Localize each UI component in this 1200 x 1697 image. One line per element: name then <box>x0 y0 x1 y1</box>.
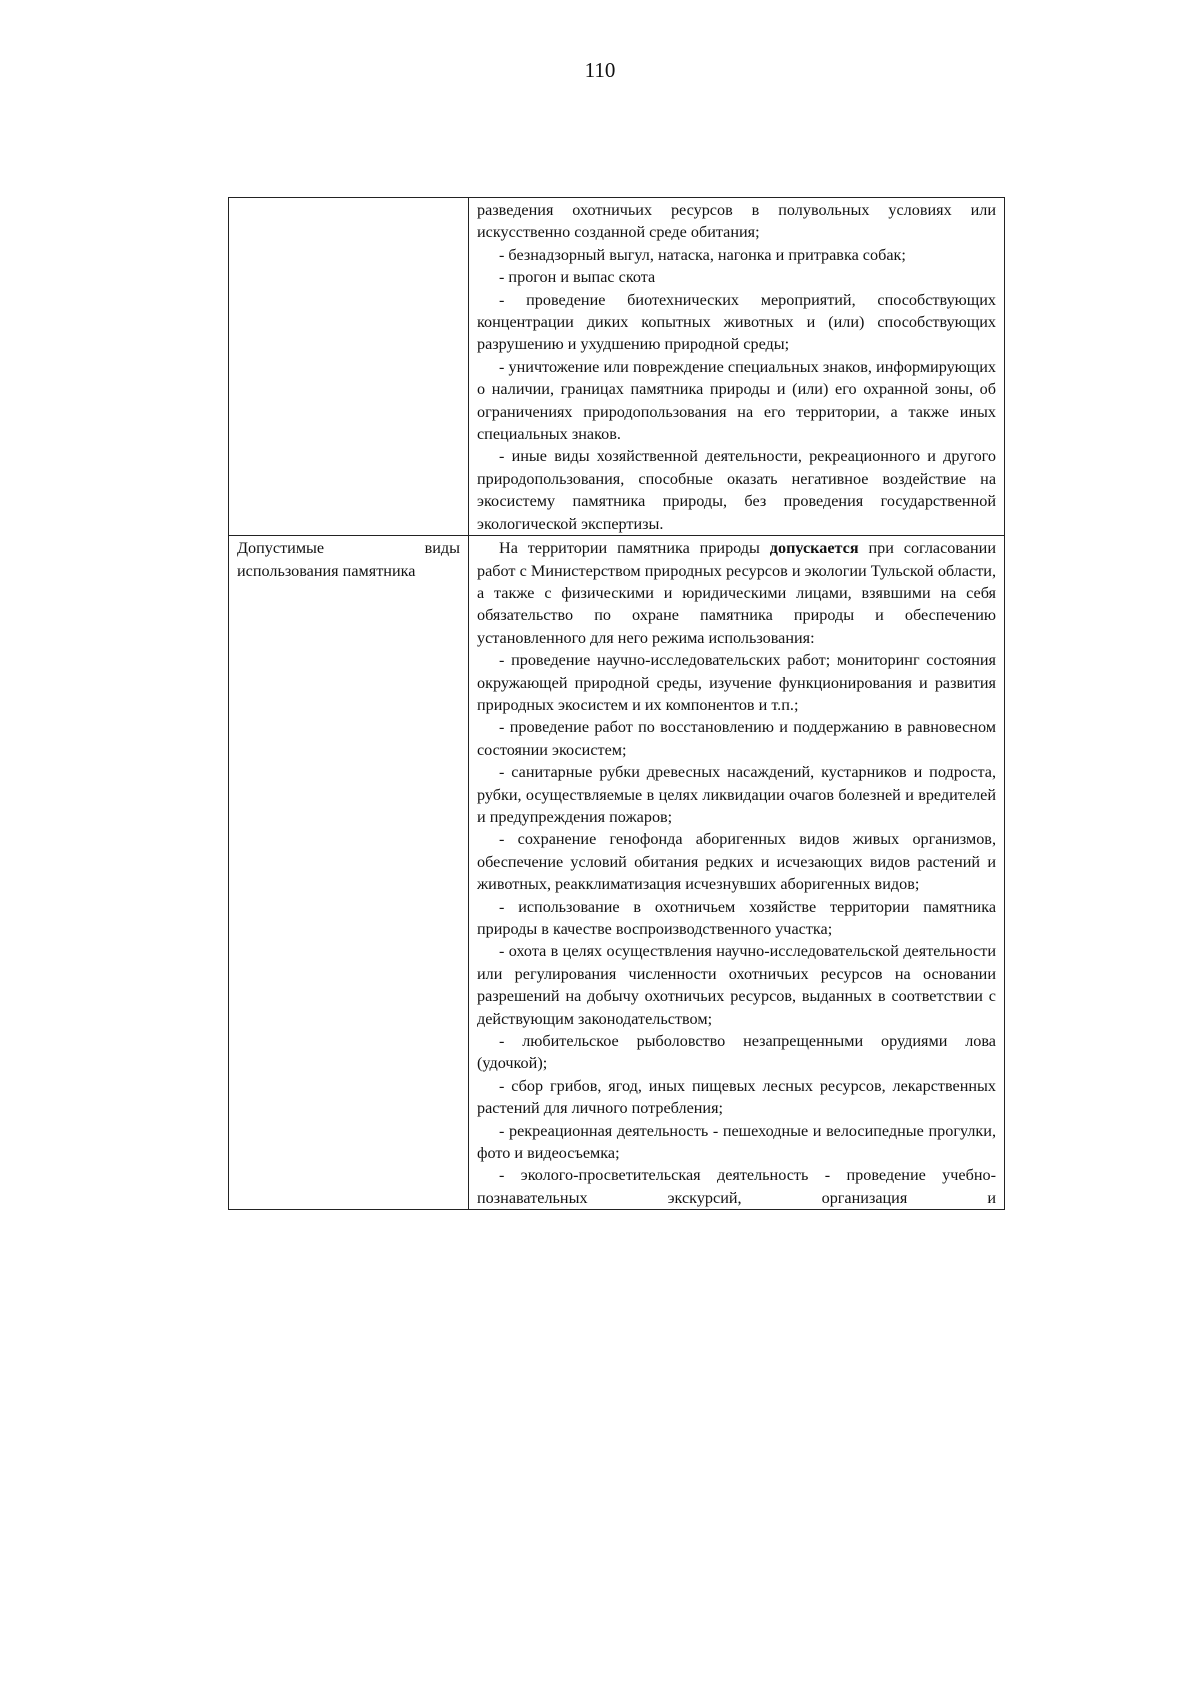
intro-text-start: На территории памятника природы <box>499 539 760 558</box>
row-label-cell <box>229 198 469 536</box>
paragraph: - безнадзорный выгул, натаска, нагонка и притравка собак; <box>499 245 906 264</box>
paragraph: - охота в целях осуществления научно-исследовательской деятельности или регулирования численности охотничьих ресурсов на основании разрешений на добычу охотничьих ресурсов, выданных в соответствии с действующим законодательством; <box>477 942 996 1028</box>
paragraph: - проведение научно-исследовательских работ; мониторинг состояния окружающей природной среды, изучение функционирования и развития природных экосистем и их компонентов и т.п.; <box>477 651 996 714</box>
paragraph: - использование в охотничьем хозяйстве территории памятника природы в качестве воспроизводственного участка; <box>477 897 996 938</box>
paragraph: - иные виды хозяйственной деятельности, рекреационного и другого природопользования, способные оказать негативное воздействие на экосистему памятника природы, без проведения государственной экологической экспертизы. <box>477 447 996 533</box>
paragraph: - эколого-просветительская деятельность - проведение учебно-познавательных экскурсий, организация и <box>477 1166 996 1207</box>
paragraph: - проведение работ по восстановлению и поддержанию в равновесном состоянии экосистем; <box>477 718 996 759</box>
paragraph: - сохранение генофонда аборигенных видов живых организмов, обеспечение условий обитания редких и исчезающих видов растений и животных, реакклиматизация исчезнувших аборигенных видов; <box>477 830 996 894</box>
paragraph: разведения охотничьих ресурсов в полувольных условиях или искусственно созданной среде обитания; <box>477 201 996 242</box>
row-label-cell: Допустимые виды использования памятника <box>229 536 469 1210</box>
paragraph: - прогон и выпас скота <box>499 268 656 287</box>
table-row <box>229 536 1005 1210</box>
paragraph: - проведение биотехнических мероприятий, способствующих концентрации диких копытных животных и (или) способствующих разрушению и ухудшению природной среды; <box>477 290 996 354</box>
row-content-cell <box>469 198 1005 536</box>
paragraph: - любительское рыболовство незапрещенными орудиями лова (удочкой); <box>477 1032 996 1073</box>
page-number: 110 <box>584 58 616 82</box>
paragraph: - сбор грибов, ягод, иных пищевых лесных ресурсов, лекарственных растений для личного потребления; <box>477 1076 996 1118</box>
table-row <box>229 198 1005 536</box>
intro-emphasis: допускается <box>769 539 859 558</box>
paragraph: - уничтожение или повреждение специальных знаков, информирующих о наличии, границах памятника природы и (или) его охранной зоны, об ограничениях природопользования на его территории, а также иных специальных знаков. <box>477 357 996 444</box>
intro-paragraph <box>477 537 996 649</box>
row-content-cell <box>469 536 1005 1210</box>
paragraph: - санитарные рубки древесных насаждений, кустарников и подроста, рубки, осуществляемые в целях ликвидации очагов болезней и вредителей и предупреждения пожаров; <box>477 763 996 826</box>
intro-text-end: при согласовании работ с Министерством природных ресурсов и экологии Тульской области, а также с физическими и юридическими лицами, взявшими на себя обязательство по охране памятника природы и обеспечению установленного для него режима использования: <box>477 539 996 647</box>
regime-table <box>228 197 1005 1210</box>
paragraph: - рекреационная деятельность - пешеходные и велосипедные прогулки, фото и видеосъемка; <box>477 1121 996 1163</box>
